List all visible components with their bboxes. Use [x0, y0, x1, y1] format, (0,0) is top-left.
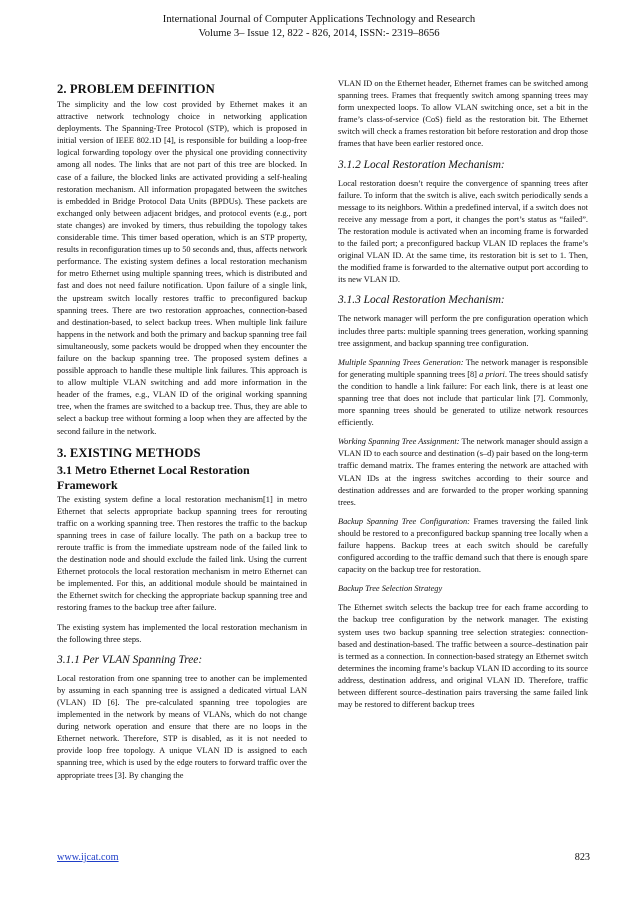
mst-generation-text-b: . The trees should satisfy the condition to handle a link failure: For each link, there is at least one spanning tree that does not include that particular link [7]. Commonly, more spanning trees should be generated to utilize network resources efficiently.: [338, 369, 588, 428]
section-3-1-heading: [57, 463, 307, 493]
section-3-1-heading-line1: 3.1 Metro Ethernet Local Restoration: [57, 462, 250, 477]
bst-configuration-label: Backup Spanning Tree Configuration:: [338, 516, 470, 526]
left-column: [57, 80, 307, 789]
bst-configuration-paragraph: [338, 516, 588, 576]
journal-volume: Volume 3– Issue 12, 822 - 826, 2014, ISSN:- 2319–8656: [198, 28, 440, 39]
right-column: [338, 78, 588, 718]
section-3-1-1-heading: 3.1.1 Per VLAN Spanning Tree:: [57, 653, 203, 666]
continued-paragraph: VLAN ID on the Ethernet header, Ethernet frames can be switched among spanning trees. Frames that frequently switch among spanning trees may form unexpected loops. To allow VLAN switching once, set a bit in the frame’s class-of-service (CoS) field as the restoration bit. The Ethernet switch will check a frames restoration bit before restoration and drop those frames that have been earlier restored once.: [338, 79, 588, 149]
section-3-1-2-heading: 3.1.2 Local Restoration Mechanism:: [338, 158, 505, 171]
wst-assignment-label: Working Spanning Tree Assignment:: [338, 437, 460, 447]
section-2-paragraph: The simplicity and the low cost provided by Ethernet makes it an attractive network technology choice in networking application deployments. The Spanning-Tree Protocol (STP), which is proposed in initial version of IEEE 802.1D [4], is responsible for building a loop-free logical forwarding topology over the physical one providing connectivity among all nodes. The links that are not part of this tree are blocked. In case of a failure, the blocked links are activated providing a self-healing restoration mechanism. All information propagated between the switches is embedded in Bridge Protocol Data Units (BPDUs). These packets are exchanged only between adjacent bridges, and protocol events (e.g., port state changes) are invoked by timers, thus rebuilding the topology takes considerable time. This timer based operation, which is an STP property, results in reconfiguration times up to 50 seconds and, thus, affects network performance. The existing system defines a local restoration mechanism for metro Ethernet using multiple spanning trees, which is distributed and fast and does not need failure notification. Upon failure of a single link, the upstream switch locally restores traffic to preconfigured backup spanning trees. There are two restoration approaches, connection-based and destination-based, to select backup trees. When multiple link failure happens in the network and both the primary and backup spanning tree fail simultaneously, some packets would be dropped when they encounter the failure on the backup spanning tree. The proposed system defines a possible approach to handle these multiple link failures. This approach is to allow multiple VLAN switching and add more information in the header of the frames, e.g., VLAN ID of the original working spanning tree, when the frames are switched to a backup tree. Thus, they are able to select a backup tree without forming a loop when they are affected by the second failure in the network.: [57, 100, 307, 436]
page-number: 823: [574, 852, 590, 863]
backup-tree-selection-paragraph: The Ethernet switch selects the backup tree for each frame according to the backup tree configuration by the network manager. The existing system uses two backup spanning tree selection strategies: connection-based and destination-based. The traffic between a source–destination pair is termed as a connection. In connection-based strategy an Ethernet switch determines the incoming frame’s backup VLAN ID according to its source address, destination address, and original VLAN ID. Therefore, traffic between different source–destination pairs traversing the same failed link may be restored to different backup trees: [338, 603, 588, 710]
journal-header: [0, 13, 638, 41]
section-3-1-paragraph-2: The existing system has implemented the local restoration mechanism in the following three steps.: [57, 622, 307, 644]
journal-title: International Journal of Computer Applications Technology and Research: [162, 14, 476, 25]
section-3-1-paragraph-1: The existing system define a local restoration mechanism[1] in metro Ethernet that selects appropriate backup spanning trees for rerouting traffic on a working spanning tree. Then restores the traffic to the backup spanning trees in case of failure locally. The path on a backup tree to reroute traffic is from the immediate upstream node of the failed link to the destination node and should exclude the failed link. Using the current Ethernet protocols the local restoration mechanism in metro Ethernet can be implemented. For this, an additional module should be maintained in the Ethernet switch for checking the appropriate backup spanning tree and restoring frames to the backup tree after failure.: [57, 494, 307, 613]
mst-generation-paragraph: [338, 357, 588, 430]
mst-generation-label: Multiple Spanning Trees Generation:: [338, 357, 464, 367]
mst-generation-text-a: The network manager is responsible for generating multiple spanning trees [8]: [338, 357, 588, 379]
a-priori-term: a priori: [479, 369, 505, 379]
section-3-1-3-heading: 3.1.3 Local Restoration Mechanism:: [338, 294, 505, 307]
section-3-1-2-paragraph: Local restoration doesn’t require the convergence of spanning trees after failure. To inform that the switch is alive, each switch periodically sends a message to its neighbors. Within a predefined interval, if a switch does not receive any message from a port, it changes the port’s status as “failed”. The restoration module is activated when an incoming frame is forwarded to the failed port; a preconfigured backup VLAN ID replaces the frame’s original VLAN ID. At the same time, its restoration bit is set to 1. Then, the modified frame is forwarded to the alternative output port according to its new VLAN ID.: [338, 178, 588, 285]
bst-configuration-text: Frames traversing the failed link should be restored to a preconfigured backup spanning tree locally when a failure happens. Backup trees at each switch should be carefully configured according to the traffic demand such that there is enough spare capacity on the backup tree for restoration.: [338, 516, 588, 575]
wst-assignment-paragraph: [338, 436, 588, 509]
section-3-1-heading-line2: Framework: [57, 477, 118, 492]
section-3-1-3-paragraph: The network manager will perform the pre configuration operation which includes three parts: multiple spanning trees generation, working spanning tree assignment, and backup spanning tree configuration.: [338, 314, 588, 348]
wst-assignment-text: The network manager should assign a VLAN ID to each source and destination (s–d) pair based on the long-term traffic demand matrix. The frames entering the network are attached with VLAN IDs at the ingress switches according to their source and destination addresses and are forwarded to the proper working spanning trees.: [338, 437, 589, 507]
section-3-1-1-paragraph: Local restoration from one spanning tree to another can be implemented by assuming in each spanning tree is assigned a dedicated virtual LAN (VLAN) ID [6]. The pre-calculated spanning tree topologies are implemented in the network by means of VLANs, which do not change during network operation and ensure that there are no loops in the Ethernet network. Therefore, STP is disabled, as it is not needed to provide loop free topology. A unique VLAN ID is assigned to each spanning tree, which is used by the edge routers to forward traffic over the appropriate trees [3]. By changing the: [57, 673, 307, 780]
section-2-heading: 2. PROBLEM DEFINITION: [57, 82, 215, 96]
backup-tree-selection-heading: Backup Tree Selection Strategy: [338, 584, 443, 594]
journal-url-link[interactable]: www.ijcat.com: [57, 852, 119, 863]
section-3-heading: 3. EXISTING METHODS: [57, 445, 201, 460]
